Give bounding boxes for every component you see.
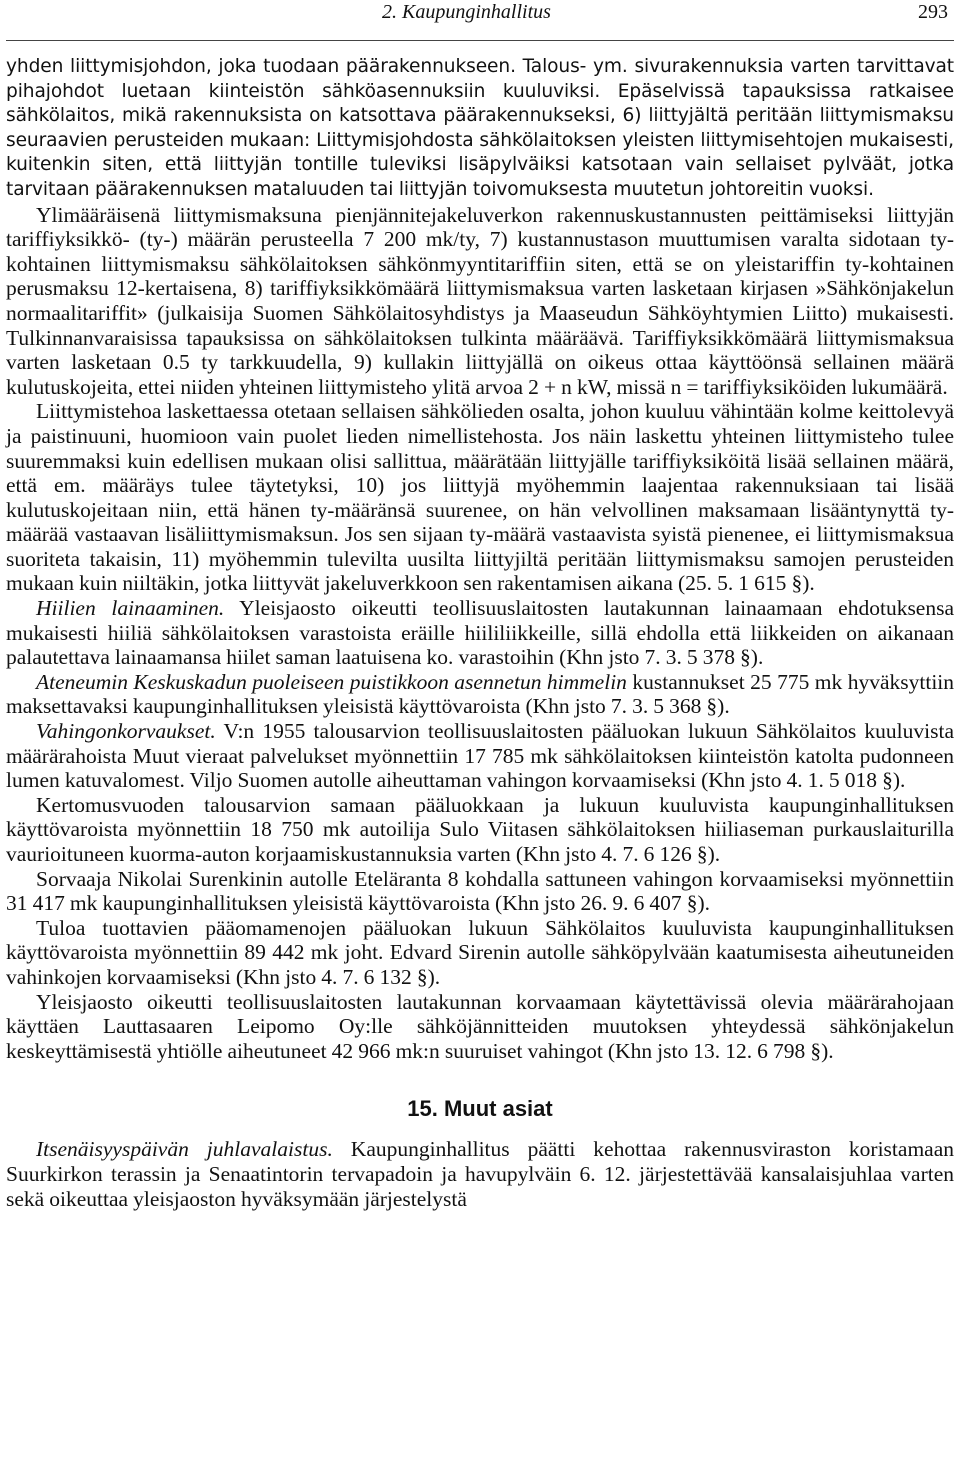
paragraph: Kertomusvuoden talousarvion samaan pääluokkaan ja lukuun kuuluvista kaupunginhallituksen käyttövaroista myönnettiin 18 750 mk autoilija Sulo Viitasen sähkölaitoksen hiiliaseman purkauslaiturilla vaurioituneen kuorma-auton korjaamiskustannuksia varten (Khn jsto 4. 7. 6 126 §). <box>6 792 954 866</box>
section-heading: 15. Muut asiat <box>407 1096 553 1122</box>
paragraph-title: Itsenäisyyspäivän juhlavalaistus. <box>36 1137 333 1162</box>
running-header <box>6 0 954 41</box>
page-number: 293 <box>918 1 948 23</box>
paragraph: Vahingonkorvaukset. V:n 1955 talousarvion teollisuuslaitosten pääluokan lukuun Sähkölaitos kuuluvista määrärahoista Muut vieraat palvelukset myönnettiin 17 785 mk sähkölaitoksen kiinteistön katolta pudonneen lumen katuvalomest. Viljo Suomen autolle aiheuttaman vahingon korvaamiseksi (Khn jsto 4. 1. 5 018 §). <box>6 719 954 793</box>
paragraph: Tuloa tuottavien pääomamenojen pääluokan lukuun Sähkölaitos kuuluvista kaupunginhallituksen käyttövaroista myönnettiin 89 442 mk joht. Edvard Sirenin autolle sähköpylvään kaatumisesta aiheutuneiden vahinkojen korvaamiseksi (Khn jsto 4. 7. 6 132 §). <box>6 915 954 989</box>
paragraph: yhden liittymisjohdon, joka tuodaan päärakennukseen. Talous- ym. sivurakennuksia varten tarvittavat pihajohdot luetaan kiinteistön sähköasennuksiin kuuluviksi. Epäselvissä tapauksissa ratkaisee sähkölaitos, mikä rakennuksista on katsottava päärakennukseksi, 6) liittyjältä peritään liittymismaksu seuraavien perusteiden mukaan: Liittymisjohdosta sähkölaitoksen yleisten liittymisehtojen mukaisesti, kuitenkin siten, että liittyjän tontille tuleviksi lisäpylväiksi katsotaan vain sellaiset pylväät, jotka tarvitaan päärakennuksen mataluuden tai liittyjän toivomuksesta muutetun johtoreitin vuoksi. <box>6 56 954 200</box>
paragraph: Ylimääräisenä liittymismaksuna pienjännitejakeluverkon rakennuskustannusten peittämiseksi liittyjän tariffiyksikkö- (ty-) määrän perusteella 7 200 mk/ty, 7) kustannustason muuttumisen varalta sidotaan ty-kohtainen liittymismaksu sähkölaitoksen sähkönmyyntitariffiin siten, että se on yleistariffin ty-kohtainen perusmaksu 12-kertaisena, 8) tariffiyksikkömäärä liittymismaksua varten lasketaan kirjasen »Sähkönjakelun normaalitariffit» (julkaisija Suomen Sähkölaitosyhdistys ja Maaseudun Sähköyhtymien Liitto) mukaisesti. Tulkinnanvaraisissa tapauksissa on sähkölaitoksen tulkinta määräävä. Tariffiyksikkömäärä liittymismaksua varten lasketaan 0.5 ty tarkkuudella, 9) kullakin liittyjällä on oikeus ottaa käyttöönsä sellainen määrä kulutuskojeita, ettei niiden yhteinen liittymisteho ylitä arvoa 2 + n kW, missä n = tariffiyksiköiden lukumäärä. <box>6 202 954 399</box>
paragraph: Yleisjaosto oikeutti teollisuuslaitosten lautakunnan korvaamaan käytettävissä olevia määrärahojaan käyttäen Lauttasaaren Leipomo Oy:lle sähköjännitteiden muutoksen yhteydessä sähkönjakelun keskeyttämisestä yhtiölle aiheutuneet 42 966 mk:n suuruiset vahingot (Khn jsto 13. 12. 6 798 §). <box>6 989 954 1063</box>
paragraph-title: Hiilien lainaaminen. <box>36 596 225 621</box>
paragraph: Hiilien lainaaminen. Yleisjaosto oikeutti teollisuuslaitosten lautakunnan lainaamaan ehdotuksensa mukaisesti hiiliä sähkölaitoksen varastoista eräille hiililiikkeille, sillä ehdolla että liikkeiden on aikanaan palautettava lainaamansa hiilet saman laatuisena ko. varastoihin (Khn jsto 7. 3. 5 378 §). <box>6 596 955 670</box>
paragraph: Itsenäisyyspäivän juhlavalaistus. Kaupunginhallitus päätti kehottaa rakennusviraston koristamaan Suurkirkon terassin ja Senaatintorin tervapadoin ja havupylväin 6. 12. järjestettävää kansalaisjuhlaa varten sekä oikeuttaa yleisjaoston hyväksymään järjestelystä <box>6 1137 954 1211</box>
body-text <box>6 55 954 1211</box>
paragraph: Liittymistehoa laskettaessa otetaan sellaisen sähkölieden osalta, johon kuuluu vähintään kolme keittolevyä ja paistinuuni, huomioon vain puolet lieden nimellistehosta. Jos näin laskettu yhteinen liittymisteho tulee suuremmaksi kuin edellisen mukaan olisi sallittua, määrätään liittyjälle tariffiyksiköitä lisää sellainen määrä, että em. määräys tulee täytetyksi, 10) jos liittyjä myöhemmin laajentaa rakennuksiaan tai lisää kulutuskojeitaan niin, että hänen ty-määränsä suurenee, on hän velvollinen maksamaan lisääntynyttä ty-määrää vastaavan lisäliittymismaksun. Jos sen sijaan ty-määrä vastaavista syistä pienenee, ei liittymismaksua suoriteta takaisin, 11) myöhemmin tulevilta uusilta liittyjiltä peritään liittymismaksu samojen perusteiden mukaan kuin niiltäkin, jotka liittyvät jakeluverkkoon sen rakentamisen aikana (25. 5. 1 615 §). <box>6 399 954 596</box>
paragraph: Sorvaaja Nikolai Surenkinin autolle Eteläranta 8 kohdalla sattuneen vahingon korvaamiseksi myönnettiin 31 417 mk kaupunginhallituksen yleisistä käyttövaroista (Khn jsto 26. 9. 6 407 §). <box>6 866 954 916</box>
paragraph-title: Ateneumin Keskuskadun puoleiseen puistikkoon asennetun himmelin <box>36 669 627 694</box>
paragraph-title: Vahingonkorvaukset. <box>36 719 216 744</box>
running-header-title: 2. Kaupunginhallitus <box>382 1 551 23</box>
paragraph: Ateneumin Keskuskadun puoleiseen puistikkoon asennetun himmelin kustannukset 25 775 mk hyväksyttiin maksettavaksi kaupunginhallituksen yleisistä käyttövaroista (Khn jsto 7. 3. 5 368 §). <box>6 669 955 719</box>
